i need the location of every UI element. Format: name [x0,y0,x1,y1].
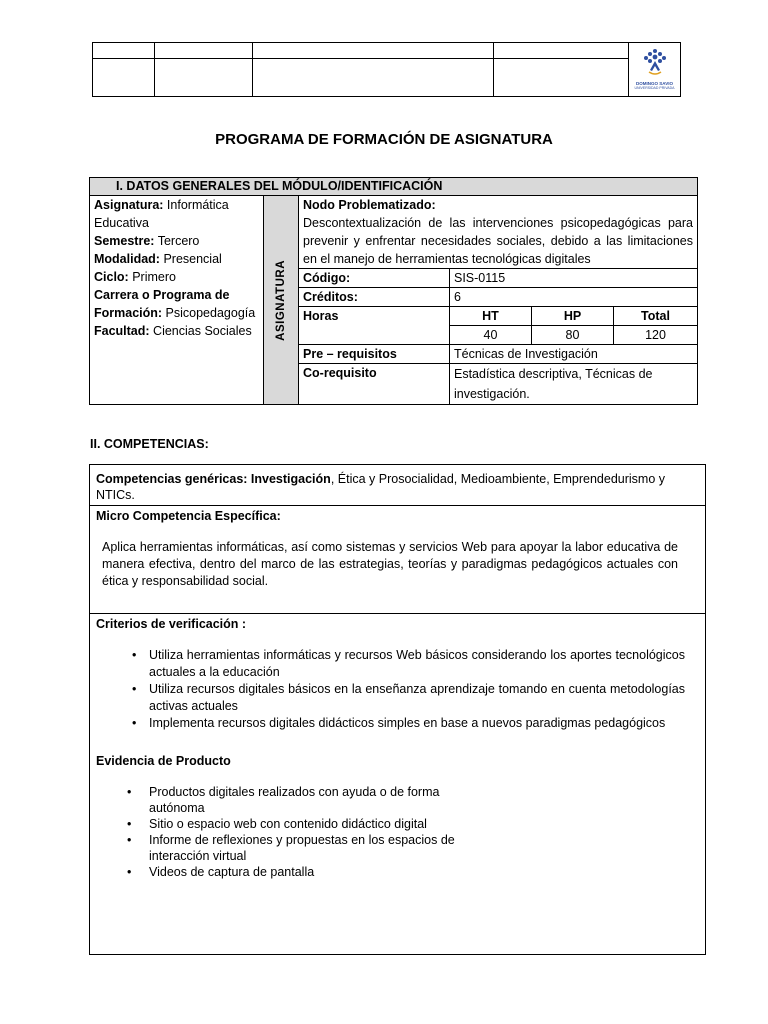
header-cell [253,59,494,97]
bullet-icon: • [127,785,132,799]
ht-value: 40 [450,326,532,345]
bullet-icon: • [132,716,137,730]
asignatura-line: Asignatura: Informática Educativa [94,198,229,230]
creditos-label: Créditos: [299,288,450,307]
prereq-value: Técnicas de Investigación [450,345,698,364]
codigo-label: Código: [299,269,450,288]
header-cell [494,59,629,97]
bullet-icon: • [132,682,137,696]
micro-text: Aplica herramientas informáticas, así como sistemas y servicios Web para apoyar la labor educativa de manera efectiva, dentro del marco de las estrategias, teorías y paradigmas pedagógicos actuales con ética y responsabilidad social. [102,540,678,588]
creditos-value: 6 [450,288,698,307]
list-item: • Utiliza herramientas informáticas y recursos Web básicos considerando los aportes tecnológicos actuales a la educación [132,648,685,679]
list-item: • Productos digitales realizados con ayuda o de forma autónoma [127,785,440,815]
header-cell [253,43,494,59]
hp-label: HP [532,307,614,326]
hp-value: 80 [532,326,614,345]
nodo-text: Descontextualización de las intervenciones psicopedagógicas para prevenir y enfrentar necesidades sociales, debido a las limitaciones en el manejo de herramientas tecnológicas digitales [303,216,693,266]
list-item: • Videos de captura de pantalla [127,865,315,879]
datos-generales-table [89,177,698,405]
bullet-icon: • [127,833,132,847]
university-logo-icon [637,48,673,78]
section-heading: I. DATOS GENERALES DEL MÓDULO/IDENTIFICACIÓN [90,178,698,196]
list-item: • Sitio o espacio web con contenido didáctico digital [127,817,427,831]
codigo-value: SIS-0115 [450,269,698,288]
competencias-heading: II. COMPETENCIAS: [90,437,209,451]
prereq-label: Pre – requisitos [299,345,450,364]
asignatura-vertical-label: ASIGNATURA [264,196,299,405]
coreq-label: Co-requisito [299,364,450,405]
bullet-icon: • [127,817,132,831]
asignatura-info [90,196,264,405]
evidencia-label: Evidencia de Producto [96,754,231,768]
genericas-box [89,464,706,507]
nodo-cell [299,196,698,269]
list-item: • Informe de reflexiones y propuestas en los espacios de interacción virtual [127,833,455,863]
criterios-label: Criterios de verificación : [96,617,247,631]
logo-subtext: UNIVERSIDAD PRIVADA [634,86,675,90]
ciclo-line: Ciclo: Primero [94,270,176,284]
bullet-icon: • [132,648,137,662]
header-grid [92,42,681,97]
bullet-icon: • [127,865,132,879]
list-item: • Utiliza recursos digitales básicos en la enseñanza aprendizaje tomando en cuenta metodologías activas actuales [132,682,685,713]
header-cell [93,43,155,59]
nodo-label: Nodo Problematizado: [303,198,436,212]
genericas-text: Competencias genéricas: Investigación, Ética y Prosocialidad, Medioambiente, Emprendedurismo y NTICs. [96,472,665,502]
carrera-line: Carrera o Programa de Formación: Psicopedagogía [94,288,256,320]
coreq-value: Estadística descriptiva, Técnicas de investigación. [450,364,698,405]
micro-box [89,505,706,615]
micro-label: Micro Competencia Específica: [96,509,281,523]
semestre-line: Semestre: Tercero [94,234,200,248]
header-cell [494,43,629,59]
logo-cell [629,43,681,97]
total-label: Total [614,307,698,326]
total-value: 120 [614,326,698,345]
header-cell [93,59,155,97]
criterios-box [89,613,706,955]
logo-text: DOMINGO SAVIO [636,81,673,86]
horas-label: Horas [299,307,450,345]
evidencia-list [127,784,459,880]
header-cell [155,43,253,59]
header-cell [155,59,253,97]
list-item: • Implementa recursos digitales didácticos simples en base a nuevos paradigmas pedagógicos [132,716,666,730]
facultad-line: Facultad: Ciencias Sociales [94,324,252,338]
criterios-list [132,647,685,732]
modalidad-line: Modalidad: Presencial [94,252,222,266]
ht-label: HT [450,307,532,326]
page-title: PROGRAMA DE FORMACIÓN DE ASIGNATURA [215,131,553,148]
